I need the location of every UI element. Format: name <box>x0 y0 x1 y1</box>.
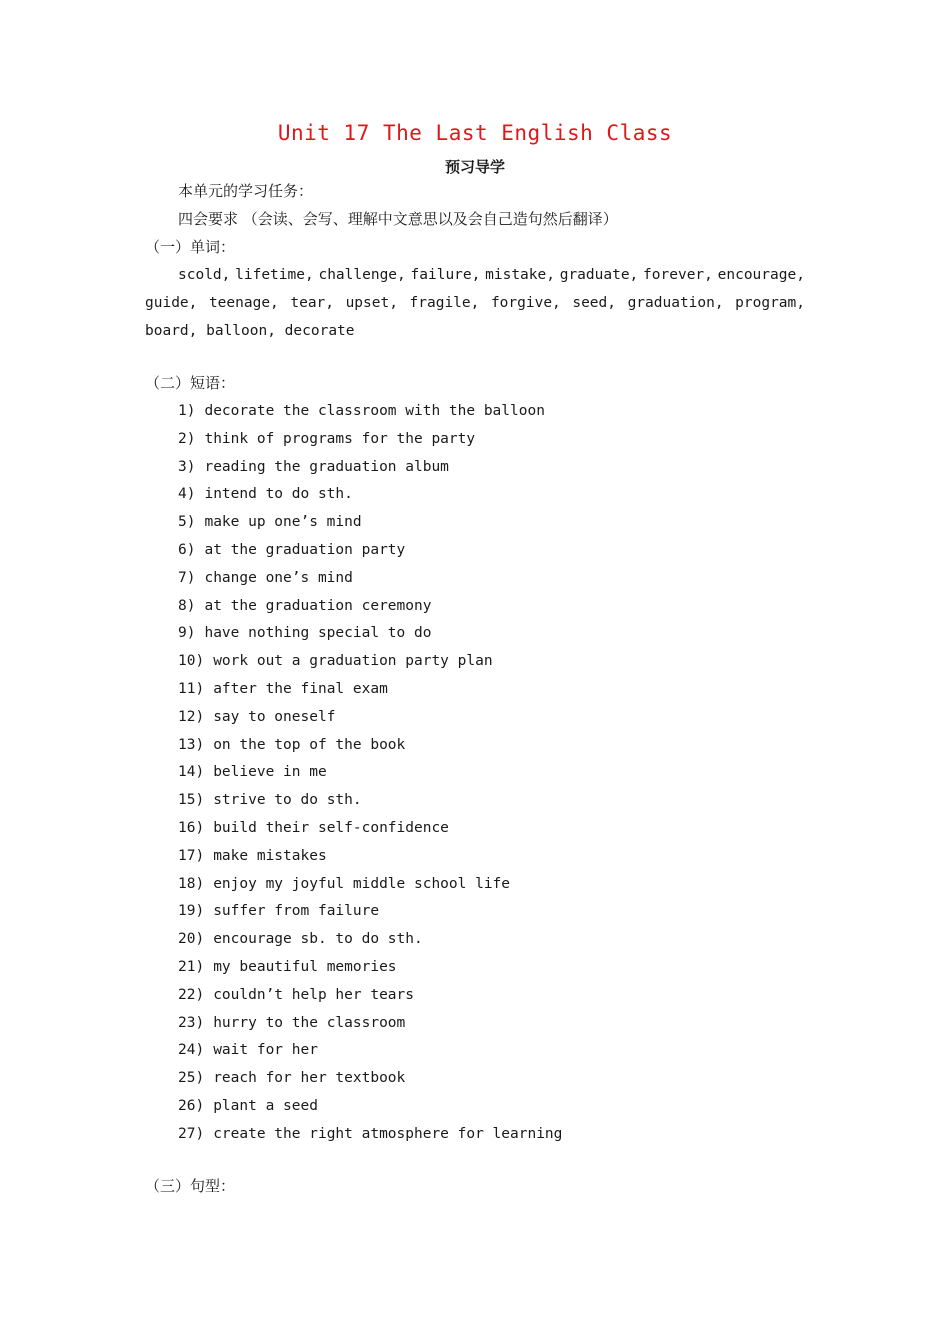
item-text: hurry to the classroom <box>213 1014 406 1031</box>
list-item <box>178 1124 562 1152</box>
intro-task: 本单元的学习任务： <box>178 182 314 200</box>
item-number: 27) <box>178 1125 205 1142</box>
item-number: 7) <box>178 569 196 586</box>
list-item <box>178 568 562 596</box>
word: fragile, <box>409 295 480 311</box>
list-item <box>178 818 562 846</box>
item-text: intend to do sth. <box>204 486 353 503</box>
list-item <box>178 762 562 790</box>
item-number: 16) <box>178 819 205 836</box>
item-number: 4) <box>178 486 196 503</box>
item-number: 25) <box>178 1070 205 1087</box>
item-text: strive to do sth. <box>213 792 362 809</box>
item-text: wait for her <box>213 1042 318 1059</box>
item-number: 21) <box>178 958 205 975</box>
words-heading: （一）单词： <box>145 238 236 256</box>
word: encourage, <box>717 267 805 283</box>
item-number: 15) <box>178 792 205 809</box>
item-text: work out a graduation party plan <box>213 653 493 670</box>
item-number: 22) <box>178 986 205 1003</box>
item-text: make up one’s mind <box>204 514 362 531</box>
item-number: 26) <box>178 1097 205 1114</box>
item-text: have nothing special to do <box>204 625 432 642</box>
list-item <box>178 929 562 957</box>
item-number: 8) <box>178 597 196 614</box>
list-item <box>178 512 562 540</box>
item-text: encourage sb. to do sth. <box>213 931 423 948</box>
list-item <box>178 679 562 707</box>
item-text: at the graduation party <box>204 541 406 558</box>
item-text: on the top of the book <box>213 736 406 753</box>
word: tear, <box>290 295 335 311</box>
item-number: 19) <box>178 903 205 920</box>
word: program, <box>735 295 805 311</box>
item-number: 14) <box>178 764 205 781</box>
item-number: 3) <box>178 458 196 475</box>
words-line-2 <box>145 293 805 313</box>
word: forgive, <box>490 295 561 311</box>
words-line-3: board, balloon, decorate <box>145 323 355 339</box>
word: graduation, <box>627 295 724 311</box>
item-text: reading the graduation album <box>204 458 449 475</box>
item-text: believe in me <box>213 764 327 781</box>
list-item <box>178 1013 562 1041</box>
list-item <box>178 846 562 874</box>
list-item <box>178 790 562 818</box>
list-item <box>178 957 562 985</box>
item-number: 13) <box>178 736 205 753</box>
item-text: suffer from failure <box>213 903 380 920</box>
list-item <box>178 707 562 735</box>
item-number: 23) <box>178 1014 205 1031</box>
item-text: at the graduation ceremony <box>204 597 432 614</box>
item-number: 1) <box>178 403 196 419</box>
list-item <box>178 429 562 457</box>
list-item <box>178 484 562 512</box>
word: guide, <box>145 295 198 311</box>
item-number: 9) <box>178 625 196 642</box>
word: mistake, <box>485 267 555 283</box>
list-item <box>178 596 562 624</box>
item-text: couldn’t help her tears <box>213 986 414 1003</box>
item-text: make mistakes <box>213 847 327 864</box>
list-item <box>178 1068 562 1096</box>
word: failure, <box>410 267 481 283</box>
item-text: plant a seed <box>213 1097 318 1114</box>
phrases-heading: （二）短语： <box>145 374 236 392</box>
word: scold, <box>178 267 231 283</box>
item-text: my beautiful memories <box>213 958 397 975</box>
item-number: 12) <box>178 708 205 725</box>
item-number: 11) <box>178 680 205 697</box>
page-subtitle: 预习导学 <box>444 158 505 176</box>
list-item <box>178 651 562 679</box>
item-text: decorate the classroom with the balloon <box>204 403 545 419</box>
item-text: enjoy my joyful middle school life <box>213 875 511 892</box>
page-title: Unit 17 The Last English Class <box>277 121 673 145</box>
list-item <box>178 874 562 902</box>
item-text: create the right atmosphere for learning <box>213 1125 563 1142</box>
item-number: 6) <box>178 541 196 558</box>
item-text: change one’s mind <box>204 569 353 586</box>
list-item <box>178 985 562 1013</box>
words-line-1 <box>178 265 805 285</box>
list-item <box>178 540 562 568</box>
item-number: 24) <box>178 1042 205 1059</box>
item-text: after the final exam <box>213 680 388 697</box>
intro-requirement: 四会要求 （会读、会写、理解中文意思以及会自己造句然后翻译） <box>178 210 618 228</box>
item-text: reach for her textbook <box>213 1070 406 1087</box>
word: forever, <box>643 267 713 283</box>
item-text: build their self-confidence <box>213 819 449 836</box>
word: challenge, <box>318 267 406 283</box>
list-item <box>178 1096 562 1124</box>
item-text: say to oneself <box>213 708 336 725</box>
sentences-heading: （三）句型： <box>145 1177 236 1195</box>
item-number: 5) <box>178 514 196 531</box>
item-number: 2) <box>178 430 196 447</box>
list-item <box>178 401 562 429</box>
list-item <box>178 1040 562 1068</box>
word: lifetime, <box>235 267 314 283</box>
word: teenage, <box>208 295 279 311</box>
list-item <box>178 623 562 651</box>
list-item <box>178 735 562 763</box>
word: upset, <box>345 295 398 311</box>
word: graduate, <box>559 267 639 283</box>
item-number: 20) <box>178 931 205 948</box>
item-number: 10) <box>178 653 205 670</box>
item-text: think of programs for the party <box>204 430 476 447</box>
item-number: 18) <box>178 875 205 892</box>
list-item <box>178 901 562 929</box>
word: seed, <box>572 295 616 311</box>
phrase-list <box>178 401 562 1152</box>
list-item <box>178 457 562 485</box>
item-number: 17) <box>178 847 205 864</box>
